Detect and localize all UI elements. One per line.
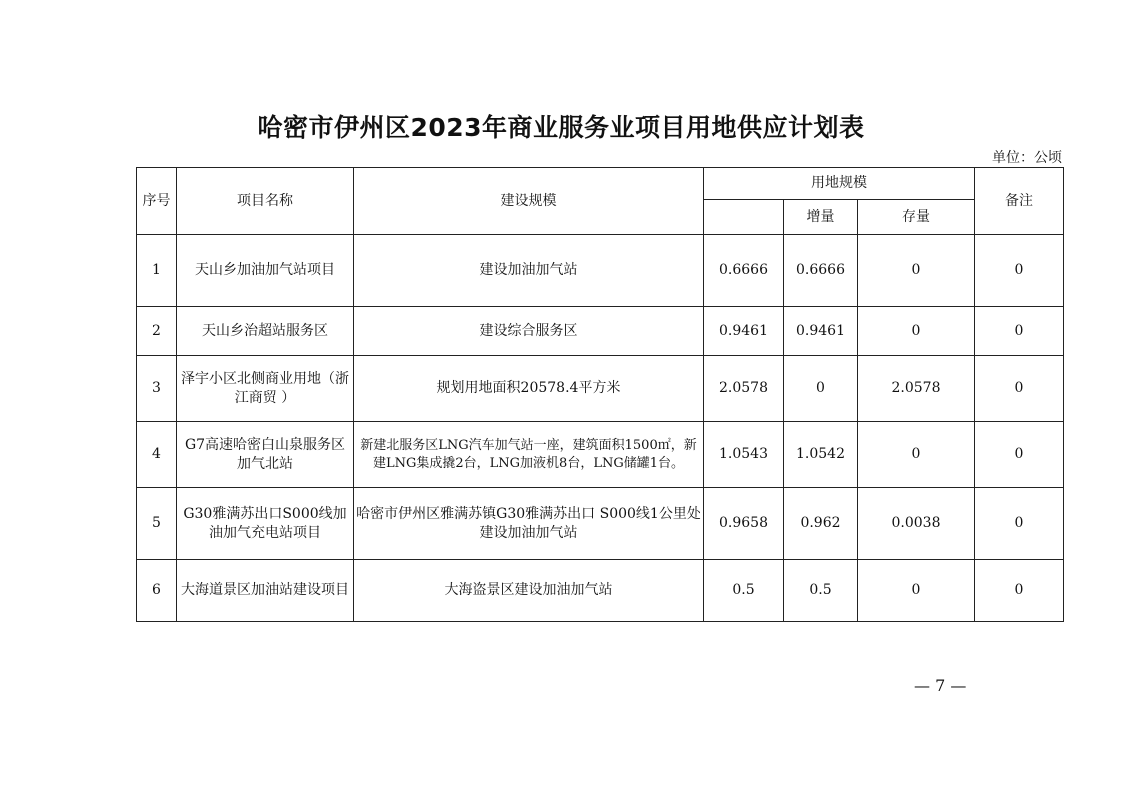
cell-increase: 1.0542 (784, 422, 858, 488)
table-row (137, 488, 1064, 560)
cell-seq: 1 (137, 235, 177, 307)
cell-scale: 建设综合服务区 (354, 307, 704, 356)
cell-scale: 新建北服务区LNG汽车加气站一座，建筑面积1500㎡，新建LNG集成撬2台，LNG加液机8台，LNG储罐1台。 (354, 422, 704, 488)
header-stock: 存量 (858, 200, 975, 235)
header-name: 项目名称 (177, 168, 354, 235)
cell-increase: 0.962 (784, 488, 858, 560)
document-title: 哈密市伊州区2023年商业服务业项目用地供应计划表 (257, 113, 865, 142)
cell-scale: 建设加油加气站 (354, 235, 704, 307)
cell-increase: 0.6666 (784, 235, 858, 307)
cell-stock: 0.0038 (858, 488, 975, 560)
cell-total: 1.0543 (704, 422, 784, 488)
cell-stock: 0 (858, 235, 975, 307)
cell-total: 0.5 (704, 560, 784, 622)
cell-total: 2.0578 (704, 356, 784, 422)
page-number: — 7 — (914, 676, 967, 695)
cell-total: 0.6666 (704, 235, 784, 307)
cell-seq: 2 (137, 307, 177, 356)
cell-remark: 0 (975, 235, 1064, 307)
cell-scale: 大海盗景区建设加油加气站 (354, 560, 704, 622)
cell-name: 泽宇小区北侧商业用地（浙江商贸 ） (177, 356, 354, 422)
cell-scale: 规划用地面积20578.4平方米 (354, 356, 704, 422)
cell-increase: 0.5 (784, 560, 858, 622)
header-total-blank (704, 200, 784, 235)
cell-stock: 0 (858, 422, 975, 488)
header-increase: 增量 (784, 200, 858, 235)
cell-stock: 0 (858, 560, 975, 622)
cell-total: 0.9658 (704, 488, 784, 560)
cell-stock: 2.0578 (858, 356, 975, 422)
header-land: 用地规模 (704, 168, 975, 200)
cell-scale: 哈密市伊州区雅满苏镇G30雅满苏出口 S000线1公里处建设加油加气站 (354, 488, 704, 560)
table-row (137, 560, 1064, 622)
table-row (137, 422, 1064, 488)
table-row (137, 356, 1064, 422)
cell-name: 天山乡治超站服务区 (177, 307, 354, 356)
land-supply-table (136, 167, 1064, 622)
header-seq: 序号 (137, 168, 177, 235)
unit-label: 单位：公顷 (992, 150, 1062, 166)
cell-increase: 0.9461 (784, 307, 858, 356)
cell-stock: 0 (858, 307, 975, 356)
cell-name: 大海道景区加油站建设项目 (177, 560, 354, 622)
cell-name: 天山乡加油加气站项目 (177, 235, 354, 307)
cell-total: 0.9461 (704, 307, 784, 356)
header-remark: 备注 (975, 168, 1064, 235)
cell-remark: 0 (975, 422, 1064, 488)
cell-seq: 3 (137, 356, 177, 422)
cell-remark: 0 (975, 356, 1064, 422)
cell-name: G7高速哈密白山泉服务区加气北站 (177, 422, 354, 488)
cell-name: G30雅满苏出口S000线加油加气充电站项目 (177, 488, 354, 560)
table-row (137, 235, 1064, 307)
cell-remark: 0 (975, 307, 1064, 356)
table-row (137, 307, 1064, 356)
cell-remark: 0 (975, 488, 1064, 560)
cell-seq: 4 (137, 422, 177, 488)
cell-seq: 6 (137, 560, 177, 622)
cell-increase: 0 (784, 356, 858, 422)
cell-seq: 5 (137, 488, 177, 560)
cell-remark: 0 (975, 560, 1064, 622)
header-scale: 建设规模 (354, 168, 704, 235)
